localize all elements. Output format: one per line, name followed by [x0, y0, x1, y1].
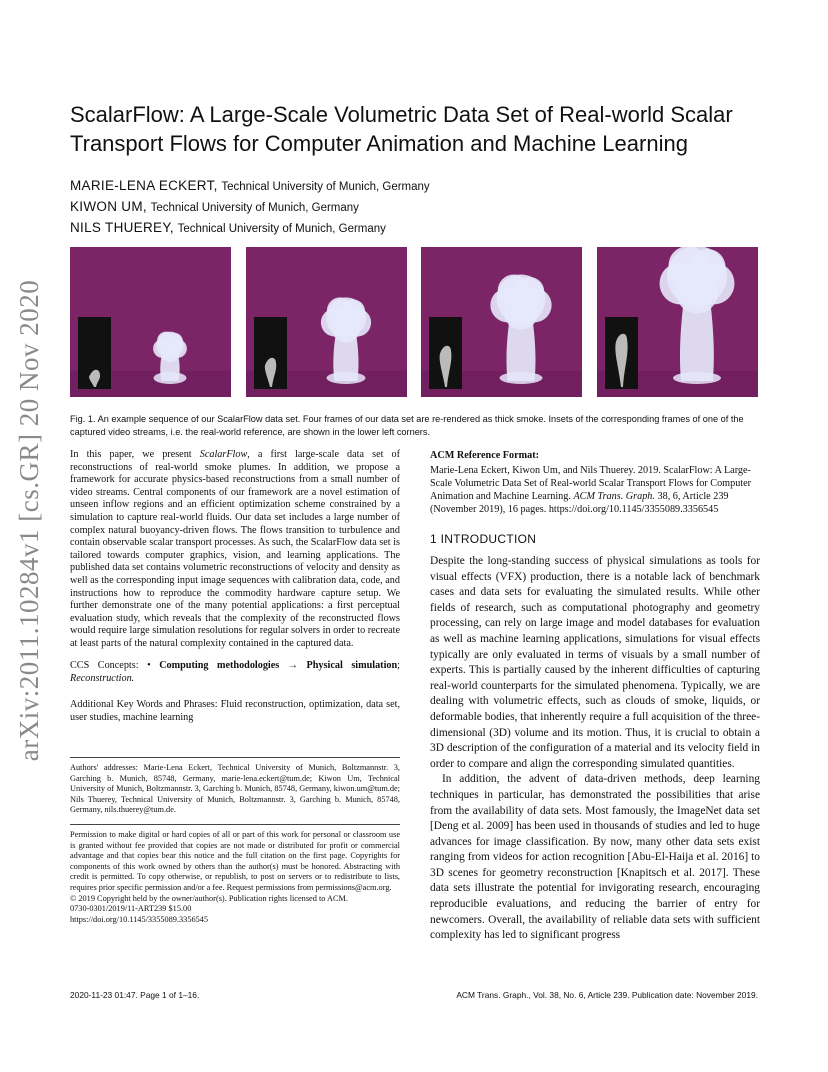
smoke-frame-image: [421, 247, 582, 397]
author-affiliation: Technical University of Munich, Germany: [221, 181, 430, 193]
permission-notice: Permission to make digital or hard copies of all or part of this work for personal or classroom use is granted without fee provided that copies are not made or distributed for profit or commercial advantage and that copies bear this notice and the full citation on the first page. Copyrights for components of this work owned by others than the author(s) must be honored. Abstracting with credit is permitted. To copy otherwise, or republish, to post on servers or to redistribute to lists, requires prior specific permission and/or a fee. Request permissions from permissions@acm.org.: [70, 830, 400, 892]
ccs-label: CCS Concepts: •: [70, 659, 160, 671]
author-name: KIWON UM,: [70, 199, 147, 214]
author-addresses-block: [70, 757, 400, 816]
ccs-separator: ;: [397, 659, 401, 671]
ccs-term-1: Computing methodologies: [159, 659, 280, 671]
reference-format-journal: ACM Trans. Graph.: [573, 491, 655, 502]
keywords: Additional Key Words and Phrases: Fluid reconstruction, optimization, data set, user studies, machine learning: [70, 698, 400, 723]
author-1: [70, 176, 770, 197]
reference-format-text: Marie-Lena Eckert, Kiwon Um, and Nils Thuerey. 2019. ScalarFlow: A Large-Scale Volumetric Data Set of Real-world Scalar Transport Flows for Computer Animation and Machine Learning.: [430, 465, 752, 502]
abstract: [70, 449, 400, 651]
author-affiliation: Technical University of Munich, Germany: [150, 202, 359, 214]
abstract-body: , a first large-scale data set of reconstructions of real-world smoke plumes. In addition, we propose a framework for accurate physics-based reconstructions from a small number of video streams. Central components of our framework are a novel estimation of unseen inflow regions and an efficient optimization scheme constrained by a simulation to capture real-world fluids. Our data set includes a large number of complex natural buoyancy-driven flows. The flows transition to turbulence and contain observable scalar transport processes. As such, the ScalarFlow data set is tailored towards computer graphics, vision, and learning applications. The published data set contains volumetric reconstructions of velocity and density as well as the corresponding input image sequences with calibration data, code, and instructions how to reproduce the commodity hardware capture setup. We further demonstrate one of the many potential applications: a first perceptual evaluation study, which reveals that the complexity of the reconstructed flows would require large simulation resolutions for regular solvers in order to recreate at least parts of the natural complexity contained in the captured data.: [70, 449, 401, 649]
intro-paragraph-2: In addition, the advent of data-driven methods, deep learning techniques in particular, has demonstrated the possibilities that arise from the availability of data sets. Most famously, the ImageNet data set [Deng et al. 2009] has been used in thousands of studies and led to huge advances for image classification. By now, many other data sets exist ranging from videos for action recognition [Abu-El-Haija et al. 2016] to 3D scenes for geometry reconstruction [Knapitsch et al. 2017]. These data sets illustrate the potential for invigorating research, encouraging reproducible evaluations, and reducing the barrier of entry for newcomers. Overall, the availability of reliable data sets with sufficient complexity has led to significant progress: [430, 773, 760, 942]
ccs-concepts: [70, 659, 400, 686]
left-column: [70, 449, 400, 725]
paper-title: ScalarFlow: A Large-Scale Volumetric Data Set of Real-world Scalar Transport Flows for Computer Animation and Machine Learning: [70, 102, 733, 156]
intro-paragraph-1: Despite the long-standing success of physical simulations as tools for visual effects (VFX) production, there is a notable lack of benchmark cases and data sets for evaluating the simulated results. While other fields of research, such as computational photography and geometry processing, can rely on large image and model databases for evaluation as well as machine learning applications, simulations for visual effects typically are only evaluated in terms of visuals by a small number of experts. This is partially caused by the inherent difficulties of capturing real-world counterparts for the simulated phenomena. Typically, we are dealing with volumetric effects, such as clouds of smoke, liquids, or deformable bodies, that inherently require a full acquisition of the three-dimensional (3D) volume and its motion. Thus, it is crucial to obtain a 3D description of the configuration of a material and its velocity field in order to compare and align the corresponding simulated quantities.: [430, 555, 760, 770]
ccs-term-2: Physical simulation: [306, 659, 398, 671]
doi-link[interactable]: https://doi.org/10.1145/3355089.3356545: [70, 914, 209, 924]
copyright-notice: © 2019 Copyright held by the owner/author(s). Publication rights licensed to ACM.: [70, 893, 348, 903]
smoke-frame-image: [246, 247, 407, 397]
author-3: [70, 218, 770, 239]
author-name: NILS THUEREY,: [70, 220, 174, 235]
abstract-pre: In this paper, we present: [70, 449, 200, 460]
figure-frame-2: [246, 247, 407, 397]
section-heading-introduction: 1 INTRODUCTION: [430, 532, 537, 546]
arxiv-identifier-text: arXiv:2011.10284v1 [cs.GR] 20 Nov 2020: [14, 279, 45, 761]
reference-format: [430, 464, 760, 516]
footnote-divider: [70, 757, 400, 758]
author-addresses: Authors' addresses: Marie-Lena Eckert, Technical University of Munich, Boltzmannstr. 3, Garching b. Munich, 85748, Germany, marie-lena.eckert@tum.de; Kiwon Um, Technical University of Munich, Boltzmannstr. 3, Garching b. Munich, 85748, Germany, kiwon.um@tum.de; Nils Thuerey, Technical University of Munich, Boltzmannstr. 3, Garching b. Munich, 85748, Germany, nils.thuerey@tum.de.: [70, 763, 400, 815]
footer-page-info: 2020-11-23 01:47. Page 1 of 1–16.: [70, 990, 200, 1000]
ccs-arrow: →: [279, 659, 307, 671]
smoke-frame-image: [70, 247, 231, 397]
footnote-divider: [70, 824, 400, 825]
footer-journal-info: ACM Trans. Graph., Vol. 38, No. 6, Article 239. Publication date: November 2019.: [456, 990, 758, 1000]
figure-frame-3: [421, 247, 582, 397]
permission-block: [70, 824, 400, 925]
author-name: MARIE-LENA ECKERT,: [70, 178, 218, 193]
right-column: [430, 449, 760, 944]
figure-caption: Fig. 1. An example sequence of our ScalarFlow data set. Four frames of our data set are re-rendered as thick smoke. Insets of the corresponding frames of one of the captured video streams, i.e. the real-world reference, are shown in the lower left corners.: [70, 414, 744, 437]
author-list: [70, 176, 770, 239]
reference-format-details: 38, 6, Article 239 (November 2019), 16 pages. https://doi.org/10.1145/3355089.3356545: [430, 491, 729, 515]
smoke-frame-image: [597, 247, 758, 397]
teaser-figure: [70, 247, 758, 397]
figure-frame-4: [597, 247, 758, 397]
author-affiliation: Technical University of Munich, Germany: [177, 223, 386, 235]
ccs-term-3: Reconstruction.: [70, 673, 135, 684]
author-2: [70, 197, 770, 218]
issn: 0730-0301/2019/11-ART239 $15.00: [70, 904, 192, 914]
reference-format-heading: ACM Reference Format:: [430, 450, 539, 461]
figure-frame-1: [70, 247, 231, 397]
arxiv-identifier: [8, 279, 52, 761]
abstract-emphasis: ScalarFlow: [199, 449, 248, 460]
